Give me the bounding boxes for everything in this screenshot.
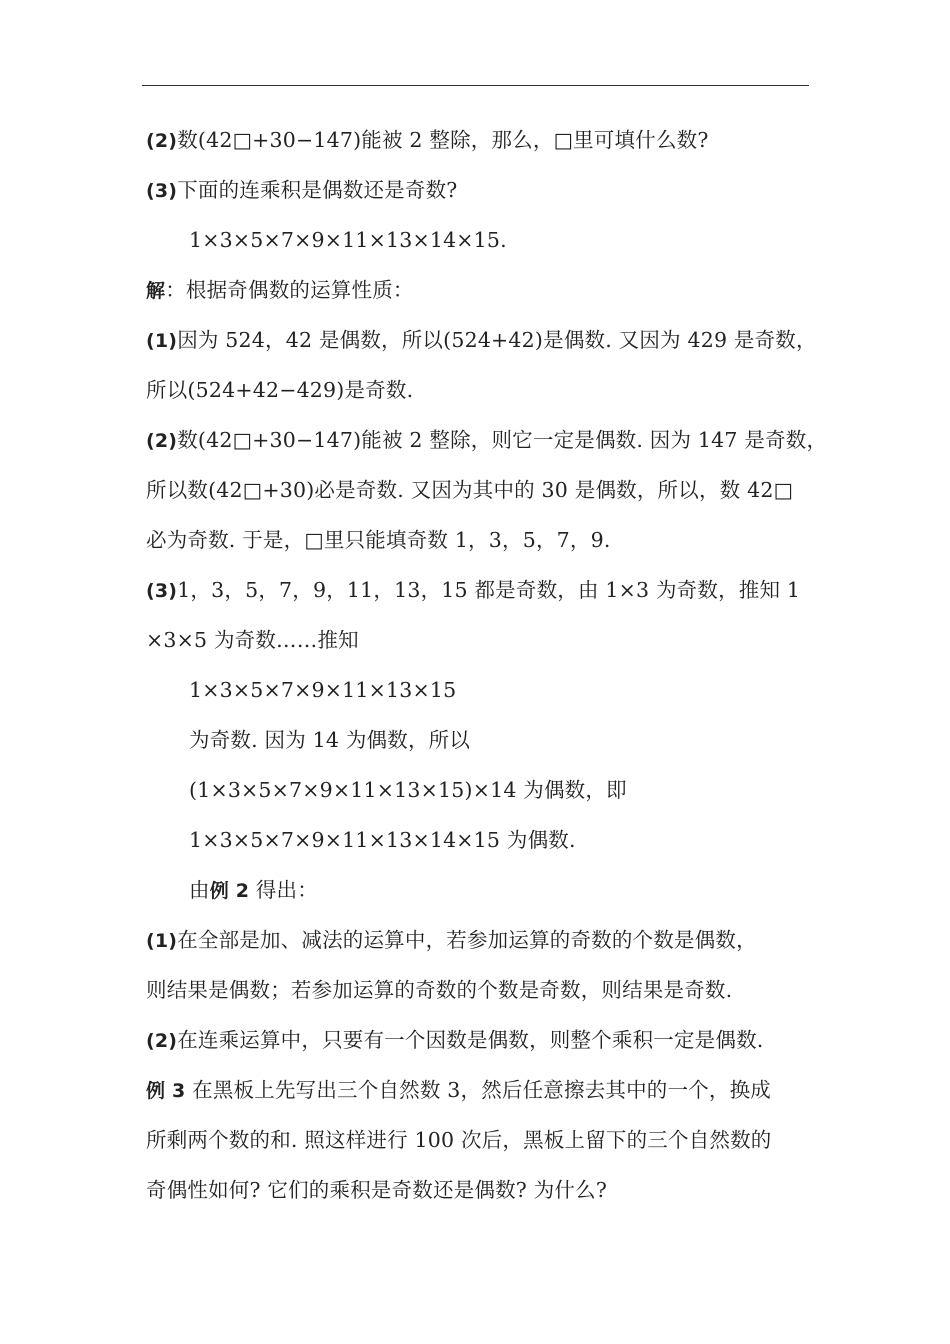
text-line xyxy=(146,926,757,955)
text-line xyxy=(146,576,800,605)
item-label: (2) xyxy=(146,430,178,452)
header-rule xyxy=(142,85,809,86)
line-text: ×3×5 为奇数……推知 xyxy=(146,628,359,652)
solution-label: 解 xyxy=(146,280,166,302)
example-label: 例 3 xyxy=(146,1080,186,1102)
text-line xyxy=(146,326,817,355)
line-text: 所以(524+42−429)是奇数. xyxy=(146,378,414,402)
text-line xyxy=(146,276,414,305)
line-text: 在连乘运算中，只要有一个因数是偶数，则整个乘积一定是偶数. xyxy=(177,1028,764,1052)
text-line xyxy=(189,776,627,804)
item-label: (1) xyxy=(146,930,178,952)
text-line xyxy=(146,176,457,205)
text-line xyxy=(146,626,359,654)
text-line xyxy=(146,526,611,554)
item-label: (2) xyxy=(146,1030,178,1052)
line-text: 数(42□+30−147)能被 2 整除，那么，□里可填什么数? xyxy=(177,128,709,152)
line-text: 1×3×5×7×9×11×13×14×15. xyxy=(189,228,507,252)
line-text: 得出： xyxy=(249,878,318,902)
text-line xyxy=(146,376,413,404)
text-line xyxy=(146,976,732,1004)
text-line xyxy=(146,1026,764,1055)
line-text: 必为奇数. 于是，□里只能填奇数 1，3，5，7，9. xyxy=(146,528,611,552)
line-text: 奇偶性如何? 它们的乘积是奇数还是偶数? 为什么? xyxy=(146,1178,608,1202)
line-text: 1×3×5×7×9×11×13×15 xyxy=(189,678,457,702)
line-text: 则结果是偶数；若参加运算的奇数的个数是奇数，则结果是奇数. xyxy=(146,978,733,1002)
line-text: 所以数(42□+30)必是奇数. 又因为其中的 30 是偶数，所以，数 42□ xyxy=(146,478,794,502)
line-text: 1×3×5×7×9×11×13×14×15 为偶数. xyxy=(189,828,576,852)
item-label: (2) xyxy=(146,130,178,152)
line-text: 1，3，5，7，9，11，13，15 都是奇数，由 1×3 为奇数，推知 1 xyxy=(177,578,801,602)
text-line xyxy=(189,226,507,254)
text-line xyxy=(146,126,709,155)
line-prefix: 由 xyxy=(189,878,210,902)
line-text: 在全部是加、减法的运算中，若参加运算的奇数的个数是偶数， xyxy=(177,928,757,952)
line-text: ：根据奇偶数的运算性质： xyxy=(165,278,414,302)
line-text: 所剩两个数的和. 照这样进行 100 次后，黑板上留下的三个自然数的 xyxy=(146,1128,772,1152)
line-text: 为奇数. 因为 14 为偶数，所以 xyxy=(189,728,471,752)
text-line xyxy=(146,426,827,455)
item-label: (3) xyxy=(146,580,178,602)
text-line xyxy=(189,726,470,754)
text-line xyxy=(146,1076,771,1105)
text-line xyxy=(189,876,318,905)
text-line xyxy=(146,1126,772,1154)
item-label: (3) xyxy=(146,180,178,202)
text-line xyxy=(146,476,793,504)
text-line xyxy=(189,676,456,704)
line-text: 在黑板上先写出三个自然数 3，然后任意擦去其中的一个，换成 xyxy=(185,1078,772,1102)
line-text: 因为 524，42 是偶数，所以(524+42)是偶数. 又因为 429 是奇数， xyxy=(177,328,817,352)
line-text: (1×3×5×7×9×11×13×15)×14 为偶数，即 xyxy=(189,778,627,802)
text-line xyxy=(146,1176,607,1204)
text-line xyxy=(189,826,576,854)
line-text: 数(42□+30−147)能被 2 整除，则它一定是偶数. 因为 147 是奇数， xyxy=(177,428,828,452)
line-text: 下面的连乘积是偶数还是奇数? xyxy=(177,178,458,202)
example-label: 例 2 xyxy=(209,880,250,902)
item-label: (1) xyxy=(146,330,178,352)
